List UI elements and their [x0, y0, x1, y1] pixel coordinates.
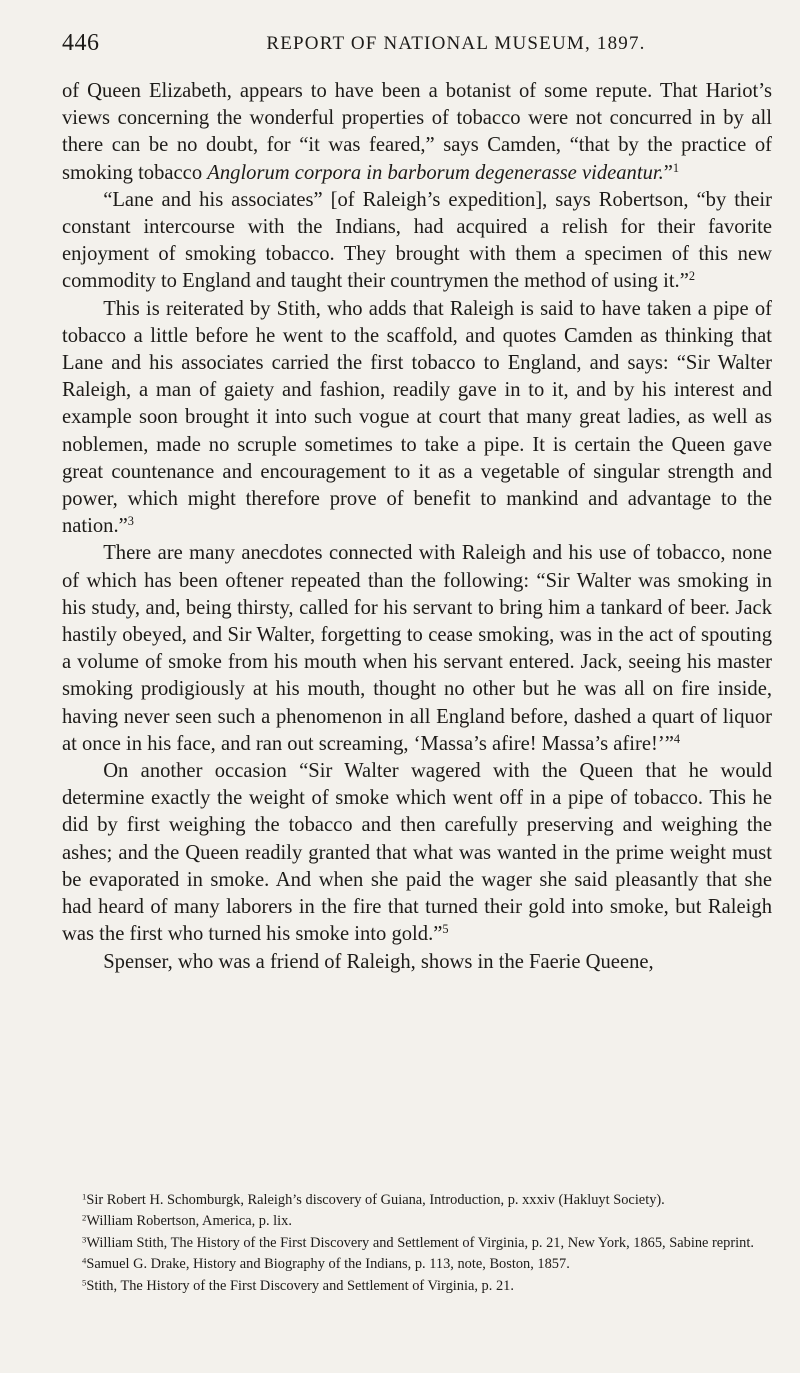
paragraph: [62, 540, 772, 758]
footnote-mark: 1: [82, 1191, 87, 1202]
footnote-reference[interactable]: 5: [442, 922, 449, 937]
footnote-mark: 5: [82, 1276, 87, 1287]
paragraph-text: of Queen Elizabeth, appears to have been a botanist of some repute. That Hariot’s views concerning the wonderful properties of tobacco were not concurred in by all there can be no doubt, for “it was feared,” says Camden, “that by the practice of smoking tobacco: [62, 80, 772, 184]
paragraph: [62, 758, 772, 948]
running-head: REPORT OF NATIONAL MUSEUM, 1897.: [266, 33, 646, 54]
body-text: [62, 78, 772, 976]
latin-quotation: Anglorum corpora in barborum degenerasse videantur.: [207, 161, 664, 184]
footnote-text: Samuel G. Drake, History and Biography of the Indians, p. 113, note, Boston, 1857.: [86, 1256, 570, 1273]
paragraph: [62, 78, 772, 187]
footnote-mark: 4: [82, 1255, 87, 1266]
paragraph: [62, 296, 772, 541]
footnote: [82, 1254, 772, 1275]
footnote-reference[interactable]: 2: [688, 269, 696, 284]
paragraph: [62, 187, 772, 296]
paragraph-text: This is reiterated by Stith, who adds that Raleigh is said to have taken a pipe of tobacco a little before he went to the scaffold, and quotes Camden as thinking that Lane and his associates carried the first tobacco to England, and says: “Sir Walter Raleigh, a man of gaiety and fashion, readily gave in to it, and by his interest and example soon brought it into such vogue at court that many great ladies, as well as noblemen, made no scruple sometimes to take a pipe. It is certain the Queen gave great countenance and encouragement to it as a vegetable of singular strength and power, which might therefore prove of benefit to mankind and advantage to the nation.”: [62, 297, 772, 538]
footnote: [82, 1211, 772, 1232]
footnote-text: William Robertson, America, p. lix.: [86, 1213, 292, 1230]
footnote-text: Stith, The History of the First Discovery and Settlement of Virginia, p. 21.: [86, 1277, 514, 1294]
footnote-reference[interactable]: 4: [673, 732, 681, 747]
footnote-text: Sir Robert H. Schomburgk, Raleigh’s discovery of Guiana, Introduction, p. xxxiv (Hakluyt Society).: [86, 1192, 665, 1208]
footnote-reference[interactable]: 3: [127, 514, 134, 529]
page-number: 446: [62, 30, 100, 56]
paragraph-text: Spenser, who was a friend of Raleigh, shows in the Faerie Queene,: [103, 950, 654, 973]
footnote: [82, 1276, 772, 1297]
footnotes: [82, 1190, 772, 1297]
paragraph-text: ”: [663, 161, 673, 184]
footnote: [82, 1190, 772, 1211]
paragraph-text: On another occasion “Sir Walter wagered with the Queen that he would determine exactly the weight of smoke which went off in a pipe of tobacco. This he did by first weighing the tobacco and then carefully preserving and weighing the ashes; and the Queen readily granted that what was wanted in the prime weight must be evaporated in smoke. And when she paid the wager she said pleasantly that she had heard of many laborers in the fire that turned their gold into smoke, but Raleigh was the first who turned his smoke into gold.”: [62, 760, 772, 946]
paragraph-text: “Lane and his associates” [of Raleigh’s expedition], says Robertson, “by their constant intercourse with the Indians, had acquired a relish for their favorite enjoyment of smoking tobacco. They brought with them a specimen of this new commodity to England and taught their countrymen the method of using it.”: [62, 188, 772, 293]
footnote-text: William Stith, The History of the First Discovery and Settlement of Virginia, p. 21, New York, 1865, Sabine reprint.: [86, 1234, 754, 1251]
footnote: [82, 1233, 772, 1254]
footnote-reference[interactable]: 1: [672, 160, 680, 175]
page-header: [62, 30, 770, 66]
paragraph: [62, 949, 772, 976]
footnote-mark: 2: [82, 1212, 87, 1223]
paragraph-text: There are many anecdotes connected with Raleigh and his use of tobacco, none of which has been oftener repeated than the following: “Sir Walter was smoking in his study, and, being thirsty, called for his servant to bring him a tankard of beer. Jack hastily obeyed, and Sir Walter, forgetting to cease smoking, was in the act of spouting a volume of smoke from his mouth when his servant entered. Jack, seeing his master smoking prodigiously at his mouth, thought no other but he was all on fire inside, having never seen such a phenomenon in all England before, dashed a quart of liquor at once in his face, and ran out screaming, ‘Massa’s afire! Massa’s afire!’”: [62, 542, 772, 755]
footnote-mark: 3: [82, 1234, 87, 1245]
